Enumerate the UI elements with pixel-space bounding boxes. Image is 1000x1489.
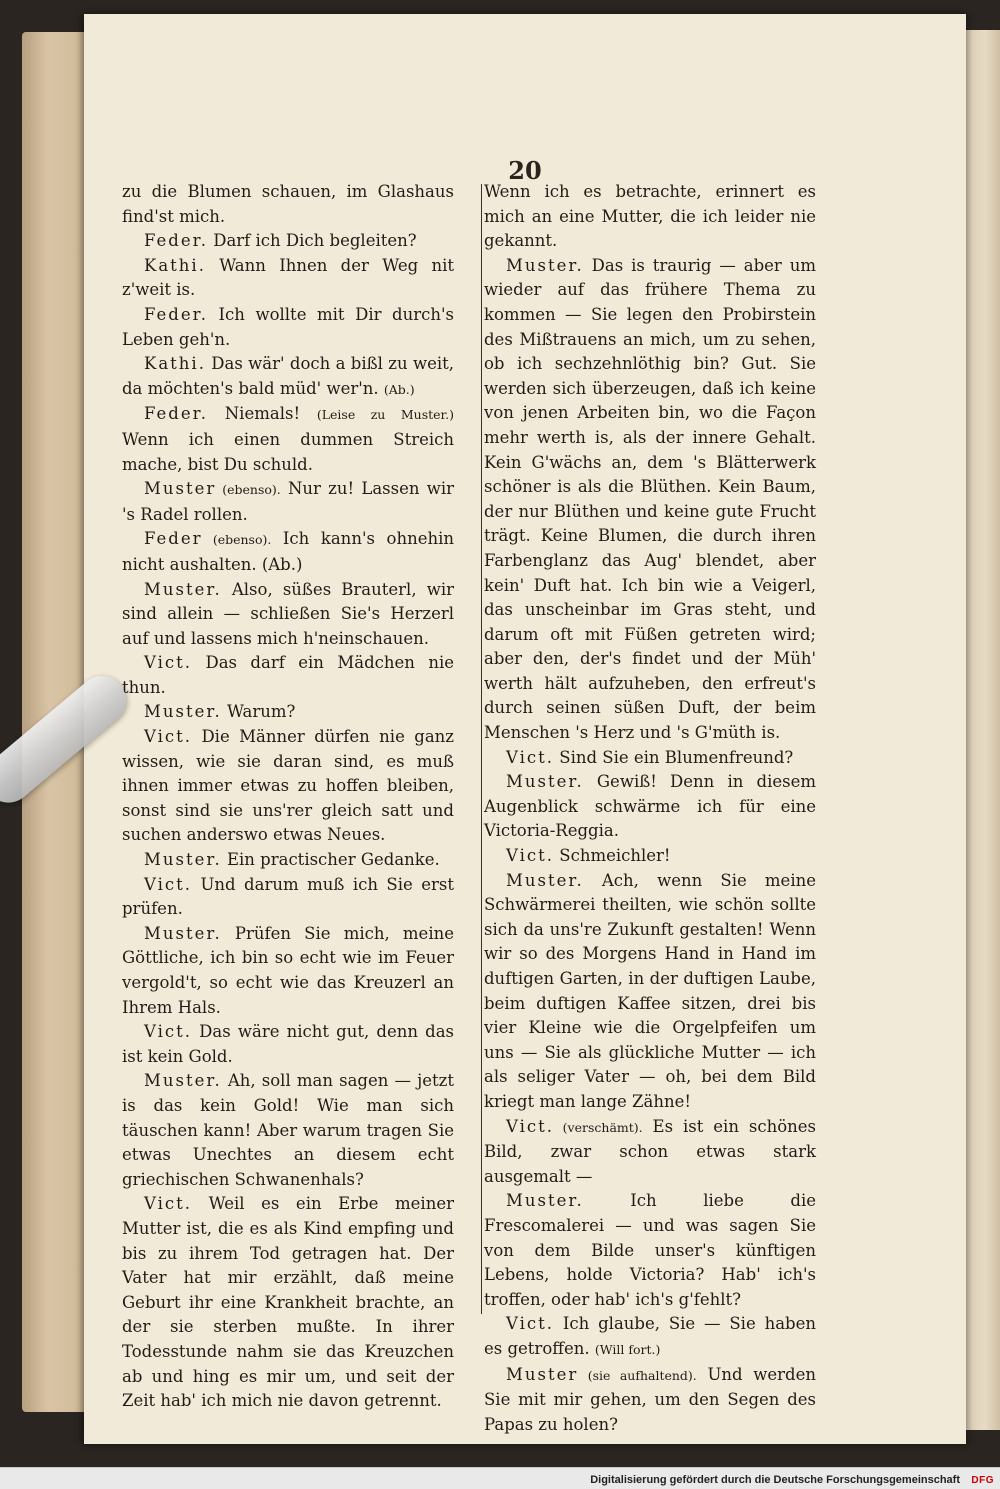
- dialogue-text: Sind Sie ein Blumenfreund?: [554, 747, 794, 767]
- speaker-name: Vict.: [144, 874, 193, 894]
- dialogue-text: Ich wollte mit Dir durch's Leben geh'n.: [122, 304, 454, 349]
- dialogue-paragraph: [122, 651, 454, 700]
- dialogue-paragraph: [484, 1312, 816, 1362]
- dialogue-paragraph: [484, 869, 816, 1115]
- dialogue-text: Schmeichler!: [554, 846, 671, 866]
- speaker-name: Vict.: [144, 727, 193, 747]
- dialogue-text: Darf ich Dich begleiten?: [207, 231, 417, 251]
- dialogue-paragraph: [122, 873, 454, 922]
- dialogue-paragraph: [122, 352, 454, 402]
- speaker-name: Kathi.: [144, 255, 206, 275]
- dialogue-paragraph: [122, 700, 454, 725]
- dialogue-text: Ah, soll man sagen — jetzt is das kein Gold! Wie man sich täuschen kann! Aber warum tragen Sie etwas Unechtes an diesem echt griechischen Schwanenhals?: [122, 1071, 454, 1189]
- dialogue-text: Nur zu! Lassen wir 's Radel rollen.: [122, 479, 454, 524]
- speaker-name: Vict.: [144, 653, 193, 673]
- speaker-name: Muster.: [506, 1191, 584, 1211]
- dialogue-paragraph: [484, 1189, 816, 1312]
- page-number: 20: [508, 156, 542, 185]
- dialogue-paragraph: [122, 477, 454, 527]
- dialogue-text: Das wäre nicht gut, denn das ist kein Gold.: [122, 1022, 454, 1066]
- dialogue-paragraph: [484, 254, 816, 746]
- dialogue-text: Das wär' doch a bißl zu weit, da möchten's bald müd' wer'n.: [122, 354, 454, 398]
- funding-credit: Digitalisierung gefördert durch die Deutsche Forschungsgemeinschaft: [590, 1474, 960, 1486]
- dialogue-text: Warum?: [221, 702, 296, 722]
- dialogue-paragraph: [122, 180, 454, 229]
- dialogue-paragraph: [484, 770, 816, 844]
- dialogue-paragraph: [122, 578, 454, 652]
- dialogue-text: zu die Blumen schauen, im Glashaus find'st mich.: [122, 182, 454, 226]
- dialogue-text: Ich liebe die Frescomalerei — und was sagen Sie von dem Bilde unser's künftigen Lebens, holde Victoria? Hab' ich's troffen, oder hab' ich's g'fehlt?: [484, 1191, 816, 1309]
- dialogue-text: Wenn ich einen dummen Streich mache, bist Du schuld.: [122, 429, 454, 474]
- speaker-name: Muster.: [144, 1071, 222, 1091]
- speaker-name: Muster.: [144, 702, 222, 722]
- speaker-name: Muster.: [144, 579, 222, 599]
- dialogue-text: Das darf ein Mädchen nie thun.: [122, 653, 454, 697]
- dialogue-text: Und darum muß ich Sie erst prüfen.: [122, 874, 454, 919]
- dialogue-text: Wenn ich es betrachte, erinnert es mich an eine Mutter, die ich leider nie gekannt.: [484, 182, 816, 251]
- dialogue-paragraph: [484, 746, 816, 771]
- speaker-name: Vict.: [506, 1116, 555, 1136]
- dialogue-paragraph: [122, 848, 454, 873]
- speaker-name: Vict.: [506, 1314, 555, 1334]
- dialogue-text: Es ist ein schönes Bild, zwar schon etwas stark ausgemalt —: [484, 1116, 816, 1186]
- footer-bar: [0, 1467, 1000, 1489]
- dialogue-paragraph: [122, 922, 454, 1020]
- dialogue-text: Die Männer dürfen nie ganz wissen, wie sie daran sind, es muß ihnen immer etwas zu hoffen bleiben, sonst sind sie uns'rer gleich satt und suchen anderswo etwas Neues.: [122, 727, 454, 845]
- dialogue-text: Ach, wenn Sie meine Schwärmerei theilten, wie schön sollte sich da uns're Zukunft gestalten! Wenn wir so des Morgens Hand in Hand im duftigen Garten, in der duftigen Laube, beim duftigen Kaffee sitzen, drei bis vier Kleine wie die Orgelpfeifen um uns — Sie als glückliche Mutter — ich als seliger Vater — oh, bei dem Bild kriegt man lange Zähne!: [484, 870, 816, 1111]
- facing-page-edge: [962, 30, 1000, 1430]
- dialogue-paragraph: [122, 527, 454, 577]
- dialogue-paragraph: [484, 180, 816, 254]
- stage-direction: (Will fort.): [594, 1341, 661, 1357]
- speaker-name: Muster.: [506, 870, 584, 890]
- stage-direction: (ebenso).: [202, 532, 272, 548]
- stage-direction: (ebenso).: [216, 482, 281, 498]
- dialogue-text: Niemals!: [207, 404, 317, 424]
- speaker-name: Vict.: [506, 846, 555, 866]
- speaker-name: Vict.: [144, 1022, 193, 1042]
- dialogue-text: Weil es ein Erbe meiner Mutter ist, die es als Kind empfing und bis zu ihrem Tod getragen hat. Der Vater hat mir erzählt, daß meine Geburt ihr eine Krankheit brachte, an der sie sterben mußte. In ihrer Todesstunde nahm sie das Kreuzchen ab und hing es mir um, und seit der Zeit hab' ich mich nie davon getrennt.: [122, 1194, 454, 1411]
- stage-direction: (sie aufhaltend).: [578, 1367, 697, 1383]
- right-column: [484, 180, 816, 1437]
- speaker-name: Muster.: [144, 923, 222, 943]
- dialogue-text: Prüfen Sie mich, meine Göttliche, ich bin so echt wie im Feuer vergold't, so echt wie das Kreuzerl an Ihrem Hals.: [122, 923, 454, 1017]
- dialogue-paragraph: [122, 1069, 454, 1192]
- dialogue-text: Das is traurig — aber um wieder auf das frühere Thema zu kommen — Sie legen den Probirstein des Mißtrauens an mich, um zu sehen, ob ich sechzehnlöthig bin? Gut. Sie werden sich überzeugen, daß ich keine von jenen Arbeiten bin, wo die Façon mehr werth is, als der innere Gehalt. Kein G'wächs an, dem 's Blätterwerk schöner is als die Blüthen. Kein Baum, der nur Blüthen und keine gute Frucht trägt. Keine Blumen, die durch ihren Farbenglanz das Aug' blendet, aber kein' Duft hat. Ich bin wie a Veigerl, das unscheinbar im Gras steht, und darum oft mit Füßen getreten wird; aber den, der's findet und der Müh' werth hält aufzuheben, den erfreut's durch seinen süßen Duft, der beim Menschen 's Herz und 's G'müth is.: [484, 255, 816, 743]
- dialogue-paragraph: [122, 229, 454, 254]
- speaker-name: Muster: [506, 1364, 579, 1384]
- dialogue-paragraph: [122, 402, 454, 477]
- dialogue-paragraph: [484, 1115, 816, 1190]
- speaker-name: Muster: [144, 479, 217, 499]
- dialogue-paragraph: [122, 1020, 454, 1069]
- dialogue-text: Ich kann's ohnehin nicht aushalten. (Ab.): [122, 529, 454, 574]
- speaker-name: Vict.: [144, 1194, 193, 1214]
- stage-direction: (verschämt).: [554, 1119, 643, 1135]
- dialogue-paragraph: [122, 1192, 454, 1413]
- speaker-name: Muster.: [506, 772, 584, 792]
- stage-direction: (Leise zu Muster.): [316, 407, 454, 423]
- dialogue-text: Also, süßes Brauterl, wir sind allein — schließen Sie's Herzerl auf und lassens mich h'neinschauen.: [122, 579, 454, 648]
- left-column: [122, 180, 454, 1414]
- speaker-name: Muster.: [506, 255, 584, 275]
- speaker-name: Vict.: [506, 747, 555, 767]
- dialogue-paragraph: [122, 303, 454, 352]
- speaker-name: Feder.: [144, 404, 208, 424]
- speaker-name: Feder: [144, 529, 203, 549]
- dialogue-text: Ein practischer Gedanke.: [221, 850, 440, 870]
- dialogue-text: Und werden Sie mit mir gehen, um den Segen des Papas zu holen?: [484, 1364, 816, 1434]
- stage-direction: (Ab.): [383, 381, 415, 397]
- dialogue-paragraph: [122, 725, 454, 848]
- speaker-name: Feder.: [144, 304, 208, 324]
- speaker-name: Muster.: [144, 850, 222, 870]
- dialogue-text: Gewiß! Denn in diesem Augenblick schwärme ich für eine Victoria-Reggia.: [484, 772, 816, 841]
- dialogue-paragraph: [484, 844, 816, 869]
- dialogue-paragraph: [122, 254, 454, 303]
- dialogue-text: Ich glaube, Sie — Sie haben es getroffen.: [484, 1314, 816, 1358]
- speaker-name: Feder.: [144, 231, 208, 251]
- dialogue-text: Wann Ihnen der Weg nit z'weit is.: [122, 255, 454, 300]
- speaker-name: Kathi.: [144, 354, 206, 374]
- column-divider: [481, 184, 482, 1314]
- dialogue-paragraph: [484, 1363, 816, 1438]
- dfg-logo: DFG: [971, 1475, 994, 1486]
